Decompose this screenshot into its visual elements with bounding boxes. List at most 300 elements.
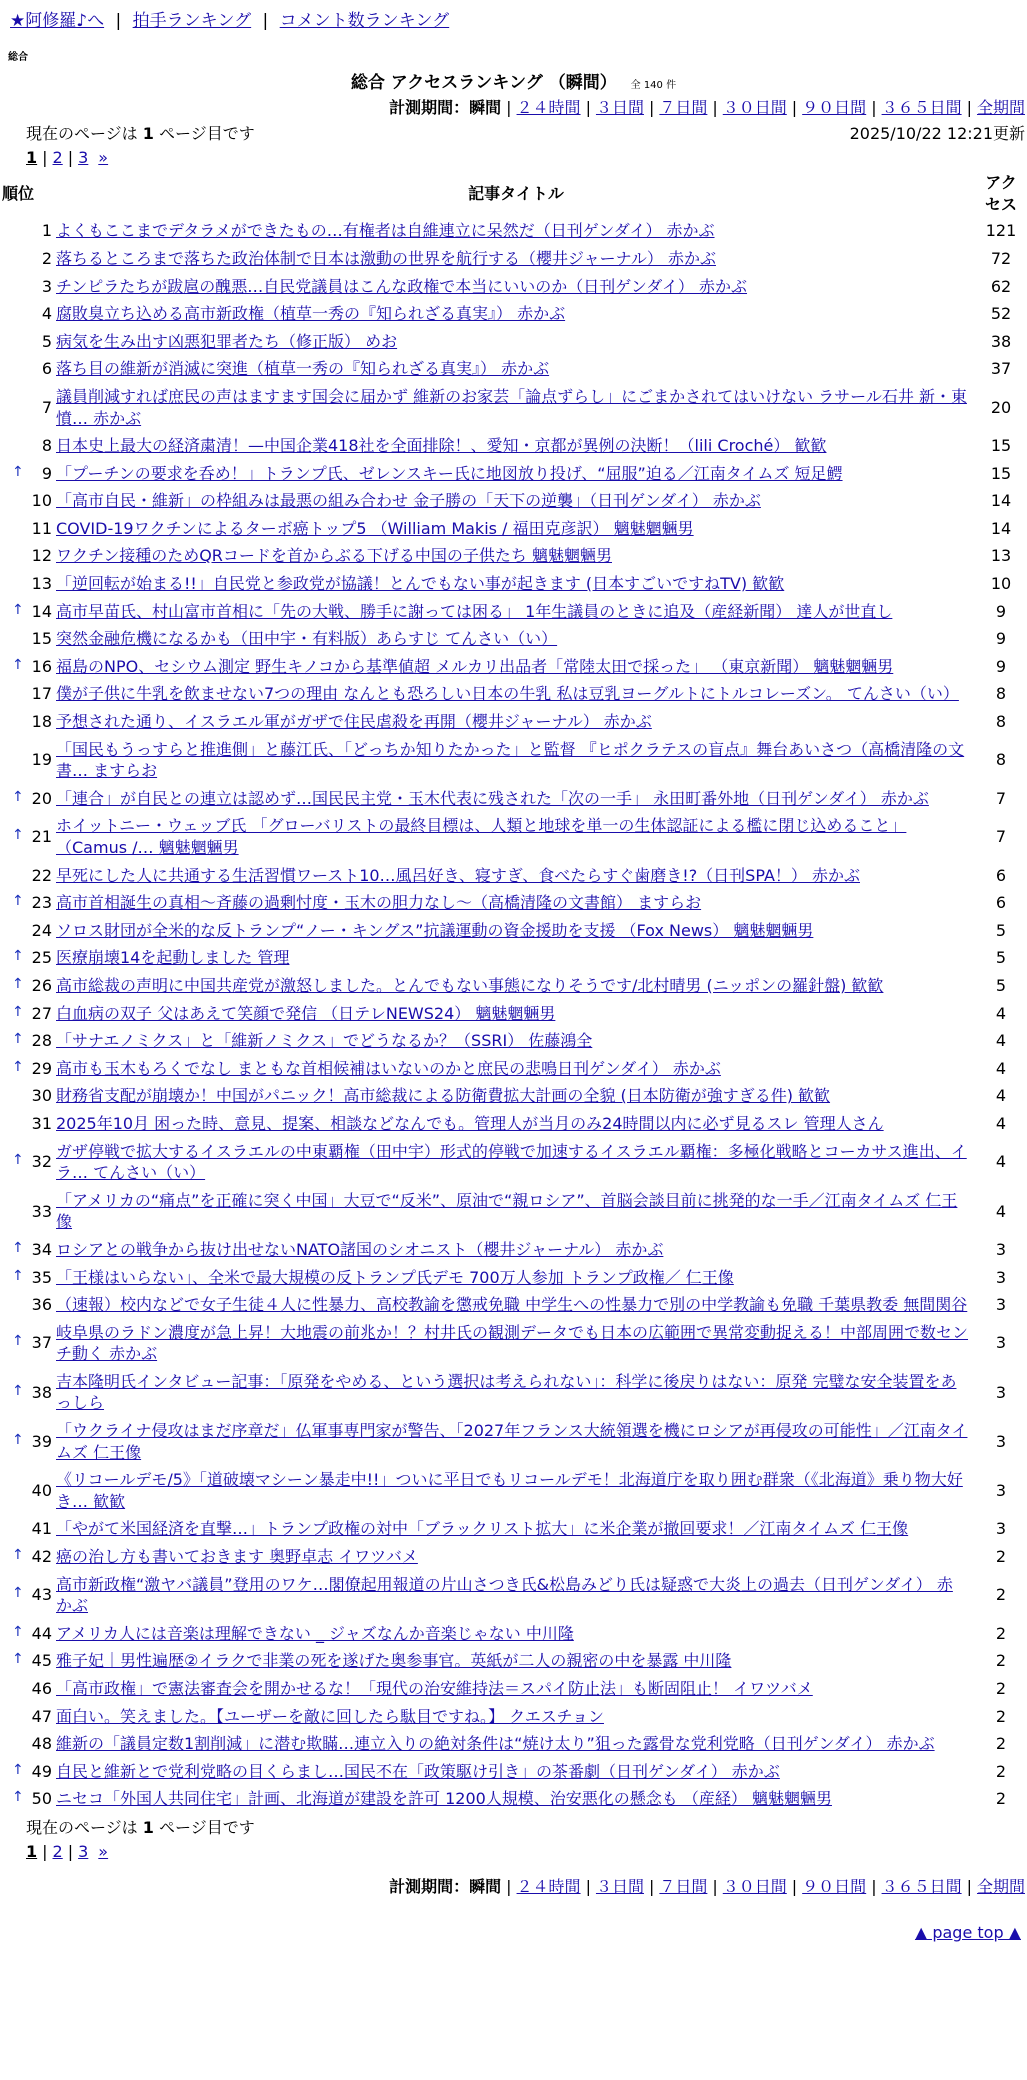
rank-number: 41 [31,1519,52,1539]
title-cell [54,542,978,570]
article-link[interactable]: 「逆回転が始まる!!」自民党と参政党が協議！とんでもない事が起きます (日本すごいですねTV) 歓歓 [56,574,785,594]
title-cell [54,1319,978,1368]
access-count: 3 [995,1481,1007,1501]
access-count: 9 [995,656,1007,676]
period-option[interactable]: 全期間 [976,98,1025,118]
header-rank: 順位 [2,183,35,203]
period-option[interactable]: ２４時間 [516,1877,581,1897]
table-row [0,653,1024,681]
pagination-bottom [0,1841,1027,1863]
article-link[interactable]: 高市も玉木もろくでなし まともな首相候補はいないのかと庶民の悲鳴日刊ゲンダイ） 赤かぶ [56,1058,721,1078]
period-option[interactable]: ３日間 [595,1877,644,1897]
rank-up-arrow-icon: ↑ [12,1031,24,1048]
access-count: 4 [995,1086,1007,1106]
article-link[interactable]: 福島のNPO、セシウム測定 野生キノコから基準値超 メルカリ出品者「常陸太田で採った」 （東京新聞） 魑魅魍魎男 [56,656,894,676]
page-top [0,1922,1027,1944]
access-count: 15 [990,436,1012,456]
rank-cell [0,1675,54,1703]
rank-cell [0,708,54,736]
article-link[interactable]: ソロス財団が全米的な反トランプ“ノー・キングス”抗議運動の資金援助を支援 （Fox News） 魑魅魍魎男 [56,920,814,940]
table-row [0,1110,1024,1138]
pager-next-link[interactable]: » [98,1841,109,1861]
article-link[interactable]: 岐阜県のラドン濃度が急上昇！大地震の前兆か！？村井氏の観測データでも日本の広範囲で異常変動捉える！中部周囲で数センチ動く 赤かぶ [56,1322,969,1364]
rank-number: 30 [31,1086,52,1106]
rank-cell [0,1543,54,1571]
article-link[interactable]: ニセコ「外国人共同住宅」計画、北海道が建設を許可 1200人規模、治安悪化の懸念も （産経） 魑魅魍魎男 [56,1789,832,1809]
period-option[interactable]: 全期間 [976,1877,1025,1897]
rank-number: 3 [41,276,52,296]
period-separator: | [871,98,877,118]
article-link[interactable]: ホイットニー・ウェッブ氏 「グローバリストの最終目標は、人類と地球を単一の生体認証による檻に閉じ込めること」（Camus /… 魑魅魍魎男 [56,816,907,857]
rank-number: 45 [31,1651,52,1671]
access-count: 3 [995,1519,1007,1539]
period-option[interactable]: ３６５日間 [881,98,962,118]
table-row [0,273,1024,301]
rank-cell [0,1785,54,1813]
page-info-suffix: ページ目です [159,123,255,143]
table-row [0,1000,1024,1028]
access-count: 2 [995,1706,1007,1726]
title-cell [54,273,978,301]
rank-number: 20 [31,788,52,808]
article-link[interactable]: 《リコールデモ/5》「道破壊マシーン暴走中!!」ついに平日でもリコールデモ！北海道庁を取り囲む群衆（《北海道》乗り物大好き… 歓歓 [56,1470,963,1511]
period-separator: | [648,1877,655,1897]
period-separator: | [585,1877,591,1897]
article-link[interactable]: ワクチン接種のためQRコードを首からぶる下げる中国の子供たち 魑魅魍魎男 [56,546,612,566]
article-link[interactable]: 突然金融危機になるかも（田中宇・有料版）あらすじ てんさい（い） [56,629,558,649]
page-title [0,72,1027,95]
title-cell [54,944,978,972]
title-cell [54,1758,978,1786]
updated-timestamp: 2025/10/22 12:21更新 [849,123,1025,143]
pager-separator: | [67,147,74,167]
title-cell [54,785,978,813]
period-option[interactable]: ３日間 [595,98,644,118]
title-cell [54,889,978,917]
rank-up-arrow-icon: ↑ [12,1623,24,1640]
rank-cell [0,1466,54,1515]
period-separator: | [506,98,512,118]
article-link[interactable]: 「連合」が自民との連立は認めず…国民民主党・玉木代表に残された「次の一手」 永田町番外地（日刊ゲンダイ） 赤かぶ [56,788,929,808]
title-cell [54,625,978,653]
rank-number: 38 [31,1382,52,1402]
top-nav [0,0,1027,33]
pager-page-link[interactable]: 3 [78,147,89,167]
period-option[interactable]: ３６５日間 [881,1877,962,1897]
title-cell [54,1785,978,1813]
page-info-row-bottom [0,1817,1027,1839]
article-link[interactable]: 腐敗臭立ち込める高市新政権（植草一秀の『知られざる真実』） 赤かぶ [56,304,566,324]
article-link[interactable]: よくもここまでデタラメができたもの…有権者は自維連立に呆然だ（日刊ゲンダイ） 赤かぶ [56,221,715,241]
rank-up-arrow-icon: ↑ [12,827,24,844]
rank-number: 44 [31,1623,52,1643]
title-cell [54,1466,978,1515]
period-option[interactable]: ９０日間 [802,98,867,118]
article-link[interactable]: 高市早苗氏、村山富市首相に「先の大戦、勝手に謝っては困る」 1年生議員のときに追及（産経新聞） 達人が世直し [56,601,893,621]
access-count: 3 [995,1239,1007,1259]
rank-number: 12 [31,546,52,566]
rank-up-arrow-icon: ↑ [12,1382,24,1399]
rank-cell [0,217,54,245]
rank-number: 13 [31,574,52,594]
title-cell [54,1000,978,1028]
article-link[interactable]: 高市新政権“激ヤバ議員”登用のワケ…閣僚起用報道の片山さつき氏&松島みどり氏は疑惑で大炎上の過去（日刊ゲンダイ） 赤かぶ [56,1574,953,1616]
period-option[interactable]: ２４時間 [516,98,581,118]
article-link[interactable]: 高市総裁の声明に中国共産党が激怒しました。とんでもない事態になりそうです/北村晴男 (ニッポンの羅針盤) 歓歓 [56,975,884,995]
rank-number: 39 [31,1431,52,1451]
table-row [0,217,1024,245]
table-row [0,355,1024,383]
article-link[interactable]: 医療崩壊14を起動しました 管理 [56,948,290,968]
article-link[interactable]: 僕が子供に牛乳を飲ませない7つの理由 なんとも恐ろしい日本の牛乳 私は豆乳ヨーグルトにトルコレーズン。 てんさい（い） [56,684,959,704]
rank-number: 19 [31,750,52,770]
rank-up-arrow-icon: ↑ [12,1761,24,1778]
rank-number: 29 [31,1058,52,1078]
table-row [0,1785,1024,1813]
pager-page-link[interactable]: 2 [52,147,63,167]
title-cell [54,460,978,488]
rank-cell [0,598,54,626]
table-row [0,1187,1024,1236]
period-separator: | [966,98,972,118]
page-info-prefix: 現在のページは [26,1817,138,1837]
access-count: 8 [995,750,1007,770]
rank-number: 11 [31,518,52,538]
rank-cell [0,736,54,785]
rank-number: 33 [31,1201,52,1221]
rank-cell [0,355,54,383]
table-row [0,300,1024,328]
article-link[interactable]: 落ちるところまで落ちた政治体制で日本は激動の世界を航行する（櫻井ジャーナル） 赤かぶ [56,248,716,268]
rank-number: 25 [31,948,52,968]
access-count: 4 [995,1003,1007,1023]
access-count: 2 [995,1651,1007,1671]
table-row [0,487,1024,515]
article-link[interactable]: 「高市自民・維新」の枠組みは最悪の組み合わせ 金子勝の「天下の逆襲」（日刊ゲンダイ） 赤かぶ [56,491,761,511]
table-row [0,1571,1024,1620]
article-link[interactable]: 早死にした人に共通する生活習慣ワースト10…風呂好き、寝すぎ、食べたらすぐ歯磨き!?（日刊SPA！） 赤かぶ [56,865,860,885]
rank-up-arrow-icon: ↑ [12,893,24,910]
rank-up-arrow-icon: ↑ [12,1058,24,1075]
page-info-suffix: ページ目です [159,1817,255,1837]
rank-cell [0,328,54,356]
page-top-link[interactable]: ▲ page top ▲ [914,1922,1021,1942]
table-row [0,1647,1024,1675]
article-link[interactable]: 自民と維新とで党利党略の目くらまし…国民不在「政策駆け引き」の茶番劇（日刊ゲンダイ） 赤かぶ [56,1761,780,1781]
rank-number: 40 [31,1481,52,1501]
title-cell [54,1187,978,1236]
title-cell [54,1703,978,1731]
access-count: 3 [995,1382,1007,1402]
title-cell [54,1291,978,1319]
period-separator: | [712,98,718,118]
title-cell [54,1647,978,1675]
rank-cell [0,1027,54,1055]
table-row [0,383,1024,432]
article-link[interactable]: 「高市政権」で憲法審査会を開かせるな！「現代の治安維持法＝スパイ防止法」も断固阻止！ イワツバメ [56,1679,813,1698]
page-info-row [0,123,1027,145]
rank-number: 42 [31,1547,52,1567]
article-link[interactable]: 白血病の双子 父はあえて笑顔で発信 （日テレNEWS24） 魑魅魍魎男 [56,1003,556,1023]
period-option[interactable]: ３０日間 [722,1877,787,1897]
rank-up-arrow-icon: ↑ [12,1651,24,1668]
home-link[interactable]: ★阿修羅♪へ [10,11,105,31]
rank-number: 7 [41,397,52,417]
title-cell [54,217,978,245]
category-label: 総合 [8,51,28,63]
title-cell [54,1368,978,1417]
article-link[interactable]: ガザ停戦で拡大するイスラエルの中東覇権（田中宇）形式的停戦で加速するイスラエル覇権：多極化戦略とコーカサス進出、イラ… てんさい（い） [56,1141,967,1183]
title-cell [54,1138,978,1187]
table-row [0,1703,1024,1731]
rank-number: 31 [31,1113,52,1133]
table-row [0,1291,1024,1319]
access-count: 52 [990,304,1012,324]
article-link[interactable]: 「やがて米国経済を直撃…」トランプ政権の対中「ブラックリスト拡大」に米企業が撤回要求！／江南タイムズ 仁王像 [56,1519,909,1539]
rank-number: 9 [41,463,52,483]
rank-cell [0,245,54,273]
rank-cell [0,1187,54,1236]
rank-number: 5 [41,331,52,351]
rank-cell [0,300,54,328]
pager-page-link[interactable]: 2 [52,1841,63,1861]
rank-number: 23 [31,893,52,913]
access-count: 14 [990,518,1012,538]
article-link[interactable]: 2025年10月 困った時、意見、提案、相談などなんでも。管理人が当月のみ24時間以内に必ず見るスレ 管理人さん [56,1113,884,1133]
title-cell [54,1675,978,1703]
access-count: 15 [990,463,1012,483]
article-link[interactable]: 「国民もうっすらと推進側」と藤江氏、「どっちか知りたかった」と監督 『ヒポクラテスの盲点』舞台あいさつ（高橋清隆の文書… ますらお [56,739,965,781]
access-count: 121 [985,221,1017,241]
rank-up-arrow-icon: ↑ [12,1239,24,1256]
title-cell [54,487,978,515]
rank-number: 28 [31,1031,52,1051]
title-cell [54,736,978,785]
ranking-table [0,170,1024,1813]
rank-number: 35 [31,1267,52,1287]
article-link[interactable]: 「ウクライナ侵攻はまだ序章だ」仏軍事専門家が警告、「2027年フランス大統領選を機にロシアが再侵攻の可能性」／江南タイムズ 仁王像 [56,1421,968,1462]
table-row [0,708,1024,736]
rank-cell [0,944,54,972]
access-count: 5 [995,920,1007,940]
pager-next-link[interactable]: » [98,147,109,167]
header-access: アクセス [984,173,1017,214]
period-separator: | [871,1877,877,1897]
rank-cell [0,653,54,681]
pager-separator: | [42,1841,48,1861]
article-link[interactable]: 議員削減すれば庶民の声はますます国会に届かず 維新のお家芸「論点ずらし」にごまかされてはいけない ラサール石井 新・東憤… 赤かぶ [56,386,967,428]
article-link[interactable]: ロシアとの戦争から抜け出せないNATO諸国のシオニスト（櫻井ジャーナル） 赤かぶ [56,1239,664,1259]
rank-number: 47 [31,1706,52,1726]
title-cell [54,328,978,356]
rank-up-arrow-icon: ↑ [12,948,24,965]
rank-number: 1 [41,221,52,241]
access-count: 20 [990,397,1012,417]
access-count: 9 [995,601,1007,621]
article-link[interactable]: 「プーチンの要求を呑め！」トランプ氏、ゼレンスキー氏に地図放り投げ、“屈服”迫る／江南タイムズ 短足鰐 [56,463,843,483]
period-separator: | [791,98,798,118]
pagination [0,147,1027,169]
rank-cell [0,1515,54,1543]
table-row [0,862,1024,890]
article-link[interactable]: 高市首相誕生の真相〜斉藤の過剰忖度・玉木の胆力なし〜（高橋清隆の文書館） ますらお [56,893,702,913]
title-cell [54,383,978,432]
table-row [0,972,1024,1000]
comment-ranking-link[interactable]: コメント数ランキング [279,11,450,31]
article-link[interactable]: 病気を生み出す凶悪犯罪者たち（修正版） めお [56,331,398,351]
current-page-info [26,1817,255,1839]
title-cell [54,515,978,543]
access-count: 2 [995,1623,1007,1643]
table-row [0,1675,1024,1703]
period-label: 計測期間： [389,98,470,118]
table-row [0,515,1024,543]
rank-cell [0,1368,54,1417]
rank-cell [0,1264,54,1292]
access-count: 37 [990,359,1012,379]
title-cell [54,708,978,736]
table-row [0,917,1024,945]
rank-cell [0,1138,54,1187]
article-link[interactable]: 財務省支配が崩壊か！中国がパニック！高市総裁による防衛費拡大計画の全貌 (日本防衛が強すぎる件) 歓歓 [56,1086,831,1106]
table-row [0,889,1024,917]
article-link[interactable]: 維新の「議員定数1割削減」に潜む欺瞞…連立入りの絶対条件は“焼け太り”狙った露骨な党利党略（日刊ゲンダイ） 赤かぶ [56,1734,935,1754]
title-cell [54,862,978,890]
access-count: 3 [995,1333,1007,1353]
period-current: 瞬間 [469,1877,502,1897]
rank-up-arrow-icon: ↑ [12,1585,24,1602]
access-count: 8 [995,712,1007,732]
article-link[interactable]: 日本史上最大の経済粛清！—中国企業418社を全面排除！、愛知・京都が異例の決断！（lili Croché） 歓歓 [56,436,827,456]
title-cell [54,653,978,681]
pager-separator: | [42,147,48,167]
rank-cell [0,1647,54,1675]
title-cell [54,1082,978,1110]
title-cell [54,1027,978,1055]
rank-cell [0,383,54,432]
article-link[interactable]: 面白い。笑えました。【ユーザーを敵に回したら駄目ですね。】 クエスチョン [56,1706,604,1726]
title-cell [54,355,978,383]
article-link[interactable]: COVID-19ワクチンによるターボ癌トップ5 （William Makis / 福田克彦訳） 魑魅魍魎男 [56,518,694,538]
table-row [0,736,1024,785]
table-row [0,1758,1024,1786]
article-link[interactable]: （速報）校内などで女子生徒４人に性暴力、高校教諭を懲戒免職 中学生への性暴力で別の中学教諭も免職 千葉県教委 無間関谷 [56,1295,968,1315]
rank-up-arrow-icon: ↑ [12,788,24,805]
title-cell [54,432,978,460]
rank-cell [0,1110,54,1138]
period-separator: | [648,98,655,118]
ranking-title: 総合 アクセスランキング （瞬間） [350,73,617,94]
table-row [0,812,1024,861]
rank-cell [0,1319,54,1368]
rank-number: 46 [31,1679,52,1698]
period-option[interactable]: ７日間 [659,1877,708,1897]
pager-page-link[interactable]: 3 [78,1841,89,1861]
rank-up-arrow-icon: ↑ [12,1333,24,1350]
table-row [0,570,1024,598]
rank-cell [0,570,54,598]
pager-separator: | [67,1841,74,1861]
rank-number: 22 [31,865,52,885]
title-cell [54,300,978,328]
article-link[interactable]: 吉本隆明氏インタビュー記事：「原発をやめる、という選択は考えられない」：科学に後戻りはない：原発 完璧な安全装置をあっしら [56,1371,957,1413]
period-option[interactable]: ３０日間 [722,98,787,118]
access-count: 4 [995,1201,1007,1221]
period-separator: | [966,1877,972,1897]
access-count: 6 [995,893,1007,913]
applause-ranking-link[interactable]: 拍手ランキング [132,11,252,31]
article-link[interactable]: 「アメリカの“痛点”を正確に突く中国」大豆で“反米”、原油で“親ロシア”、首脳会談目前に挑発的な一手／江南タイムズ 仁王像 [56,1190,958,1232]
article-link[interactable]: 癌の治し方も書いておきます 奥野卓志 イワツバメ [56,1547,418,1567]
article-link[interactable]: 雅子妃｜男性遍歴②イラクで非業の死を遂げた奥参事官。英紙が二人の親密の中を暴露 中川隆 [56,1651,732,1671]
title-cell [54,1055,978,1083]
title-cell [54,598,978,626]
access-count: 2 [995,1761,1007,1781]
rank-number: 48 [31,1734,52,1754]
table-row [0,1466,1024,1515]
rank-cell [0,917,54,945]
table-row [0,542,1024,570]
article-link[interactable]: 「サナエノミクス」と「維新ノミクス」でどうなるか？（SSRI） 佐藤鴻全 [56,1031,593,1051]
table-row [0,328,1024,356]
article-link[interactable]: 予想された通り、イスラエル軍がガザで住民虐殺を再開（櫻井ジャーナル） 赤かぶ [56,712,652,732]
access-count: 4 [995,1113,1007,1133]
table-row [0,1319,1024,1368]
rank-up-arrow-icon: ↑ [12,1003,24,1020]
rank-number: 4 [41,304,52,324]
title-cell [54,1110,978,1138]
access-count: 10 [990,574,1012,594]
rank-number: 15 [31,629,52,649]
rank-cell [0,542,54,570]
rank-number: 37 [31,1333,52,1353]
period-current: 瞬間 [469,98,502,118]
rank-cell [0,785,54,813]
table-row [0,1082,1024,1110]
access-count: 8 [995,684,1007,704]
rank-number: 24 [31,920,52,940]
rank-cell [0,1000,54,1028]
article-link[interactable]: アメリカ人には音楽は理解できない _ ジャズなんか音楽じゃない 中川隆 [56,1623,574,1643]
table-row [0,245,1024,273]
period-option[interactable]: ７日間 [659,98,708,118]
title-cell [54,1417,978,1466]
rank-cell [0,1082,54,1110]
rank-cell [0,487,54,515]
title-cell [54,245,978,273]
table-row [0,1264,1024,1292]
rank-number: 32 [31,1152,52,1172]
rank-cell [0,680,54,708]
access-count: 2 [995,1547,1007,1567]
period-separator: | [506,1877,512,1897]
access-count: 14 [990,491,1012,511]
table-row [0,598,1024,626]
access-count: 9 [995,629,1007,649]
rank-cell [0,1730,54,1758]
article-link[interactable]: 「王様はいらない」、全米で最大規模の反トランプ氏デモ 700万人参加 トランプ政権／ 仁王像 [56,1267,734,1287]
rank-cell [0,1703,54,1731]
access-count: 7 [995,788,1007,808]
rank-cell [0,460,54,488]
period-option[interactable]: ９０日間 [802,1877,867,1897]
access-count: 38 [990,331,1012,351]
article-link[interactable]: チンピラたちが跋扈の醜悪…自民党議員はこんな政権で本当にいいのか（日刊ゲンダイ） 赤かぶ [56,276,748,296]
page-info-prefix: 現在のページは [26,123,138,143]
article-link[interactable]: 落ち目の維新が消滅に突進（植草一秀の『知られざる真実』） 赤かぶ [56,359,550,379]
title-cell [54,1264,978,1292]
current-page-info [26,123,255,145]
